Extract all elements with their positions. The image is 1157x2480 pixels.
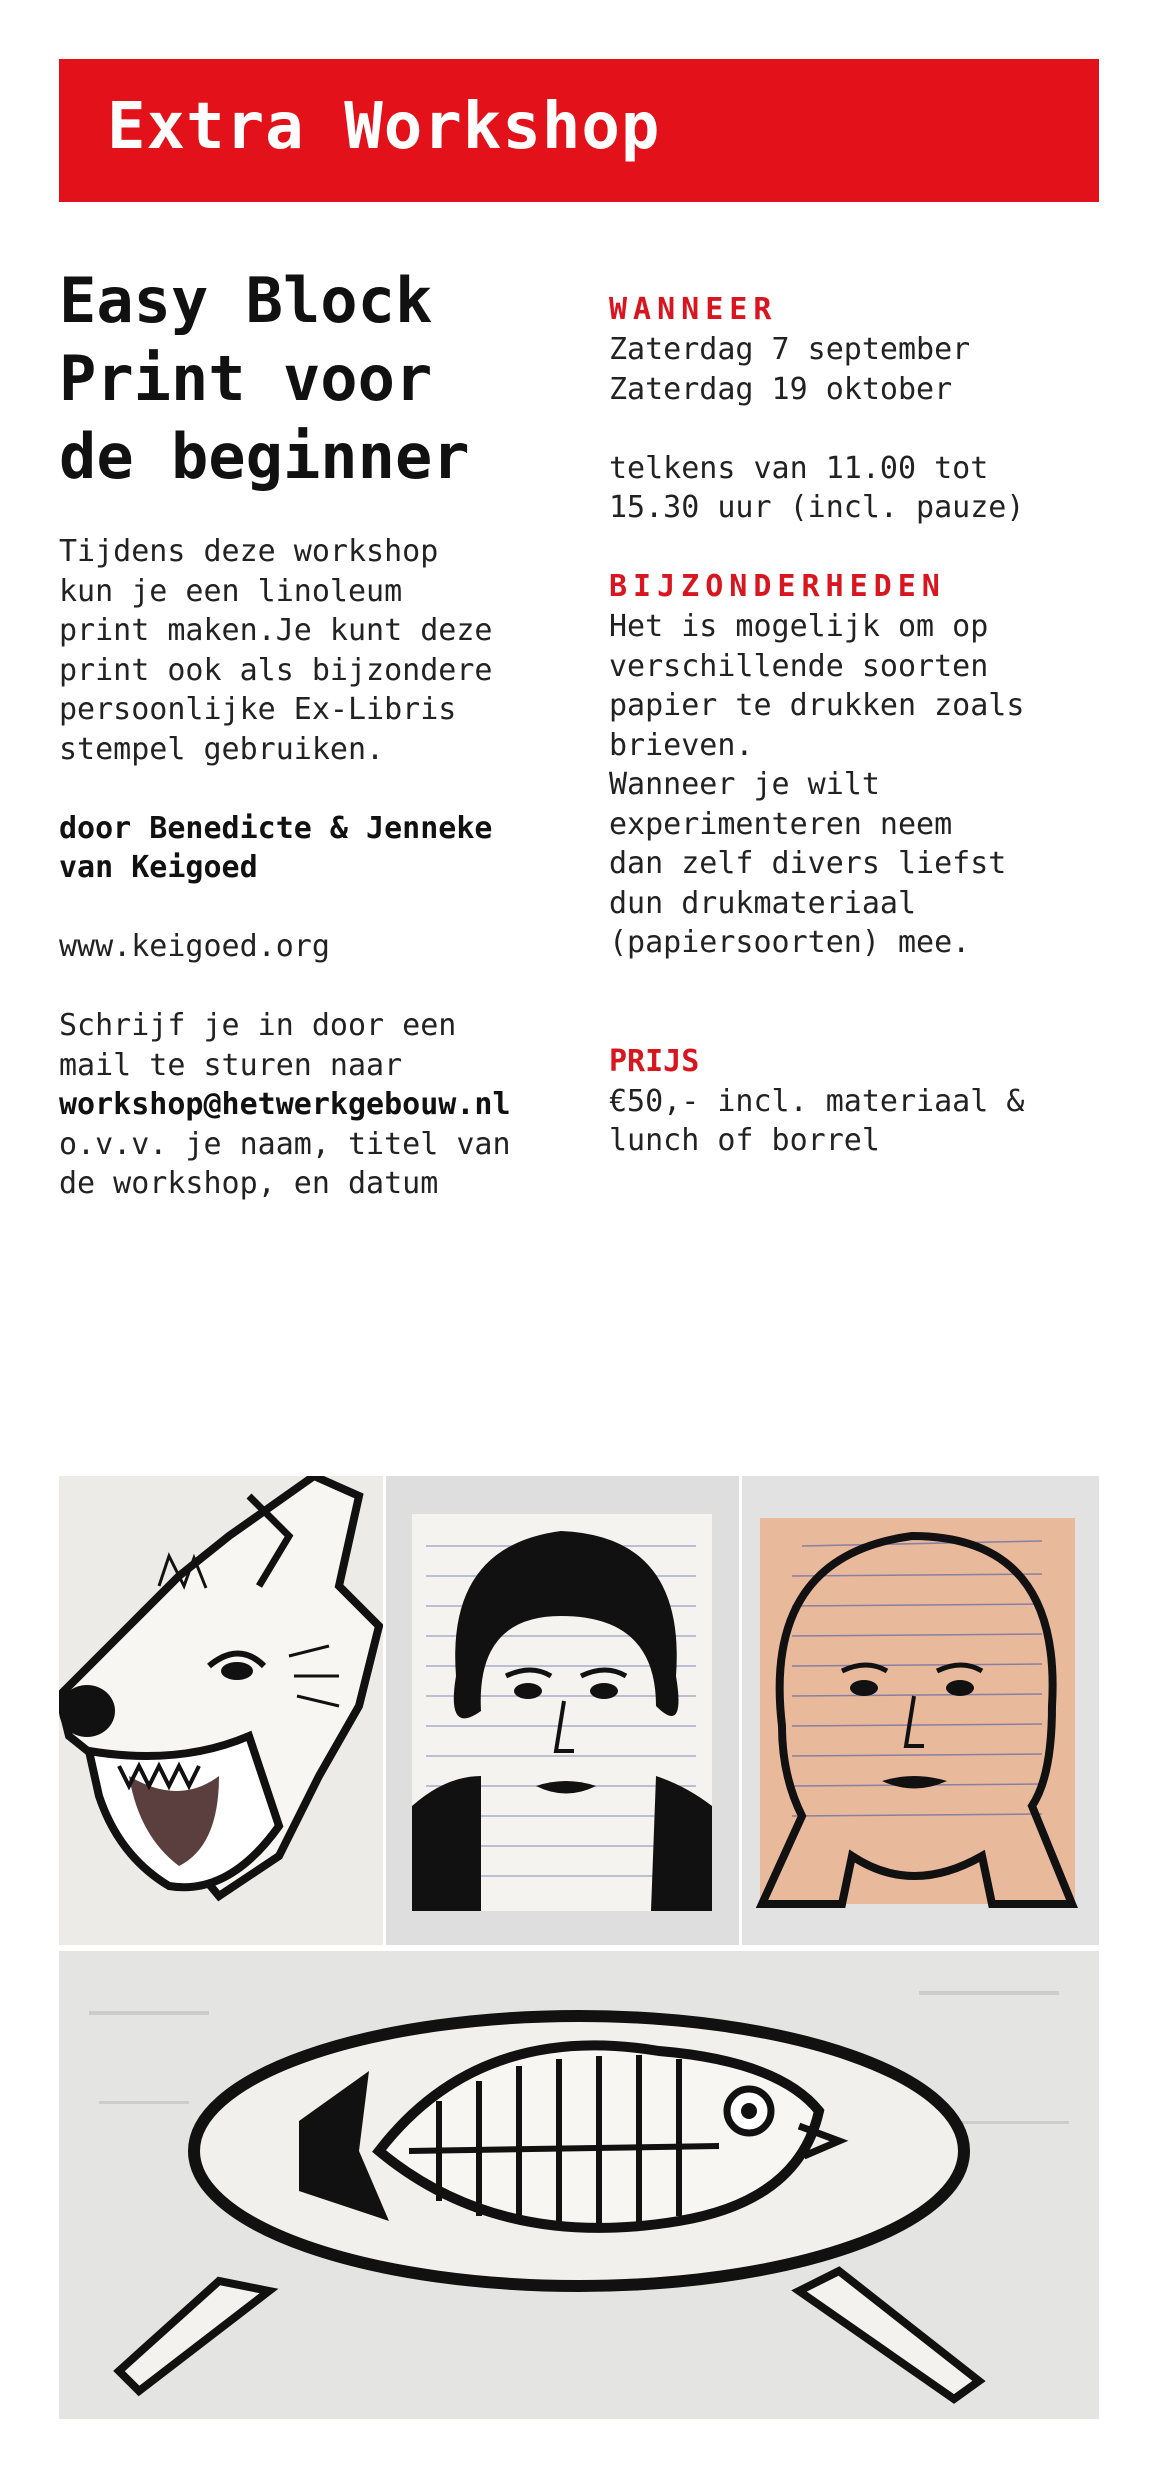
details-label: BIJZONDERHEDEN	[609, 569, 946, 604]
email-link[interactable]: workshop@hetwerkgebouw.nl	[59, 1087, 511, 1122]
title-line: de beginner	[59, 420, 470, 493]
right-column	[609, 290, 1109, 1161]
title-line: Print voor	[59, 342, 433, 415]
fish-print-photo	[59, 1951, 1099, 2419]
left-column	[59, 262, 559, 1204]
photo-collage	[59, 1476, 1099, 2419]
when-label: WANNEER	[609, 292, 778, 327]
portrait-print-photo	[386, 1476, 739, 1945]
header-banner	[59, 59, 1099, 202]
website-link[interactable]: www.keigoed.org	[59, 929, 330, 964]
price-text: €50,- incl. materiaal & lunch of borrel	[609, 1083, 1025, 1158]
title-line: Easy Block	[59, 264, 433, 337]
wolf-print-photo	[59, 1476, 383, 1945]
details-text: Het is mogelijk om op verschillende soorten papier te drukken zoals brieven. Wanneer je wilt experimenteren neem dan zelf divers liefst dun drukmateriaal (papiersoorten) mee.	[609, 609, 1025, 960]
byline: door Benedicte & Jenneke van Keigoed	[59, 810, 493, 885]
times-text: telkens van 11.00 tot 15.30 uur (incl. pauze)	[609, 450, 1025, 525]
portrait-letter-photo	[742, 1476, 1099, 1945]
signup-outro: o.v.v. je naam, titel van de workshop, en datum	[59, 1126, 511, 1201]
signup-intro: Schrijf je in door een mail te sturen naar	[59, 1008, 457, 1083]
price-label: PRIJS	[609, 1043, 700, 1079]
banner-title: Extra Workshop	[107, 90, 661, 164]
intro-text: Tijdens deze workshop kun je een linoleum print maken.Je kunt deze print ook als bijzondere persoonlijke Ex-Libris stempel gebruiken.	[59, 534, 493, 767]
workshop-title	[59, 262, 559, 496]
dates-text: Zaterdag 7 september Zaterdag 19 oktober	[609, 332, 971, 407]
